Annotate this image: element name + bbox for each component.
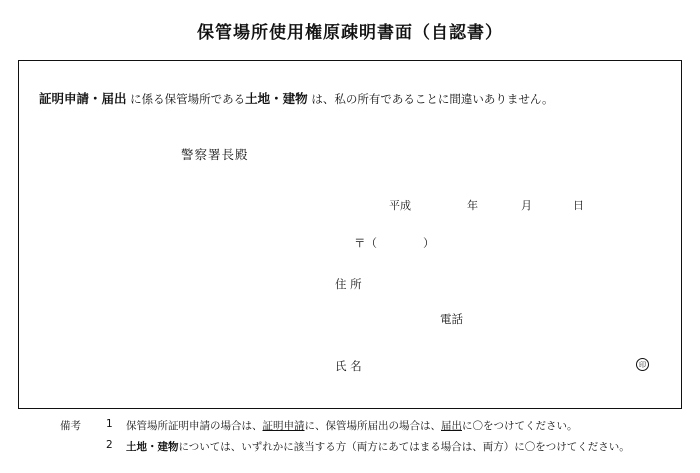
note-text bbox=[126, 439, 630, 454]
declaration-box bbox=[18, 60, 682, 409]
note-text bbox=[126, 418, 578, 433]
statement-text-1: に係る保管場所である bbox=[126, 92, 246, 106]
note-number: 1 bbox=[106, 418, 113, 430]
addressee: 警察署長殿 bbox=[181, 147, 249, 162]
document-title: 保管場所使用権原疎明書面（自認書） bbox=[197, 23, 503, 43]
notes-heading: 備考 bbox=[60, 420, 81, 432]
date-year-label: 年 bbox=[467, 199, 478, 212]
seal-mark-icon: 印 bbox=[636, 358, 649, 371]
note-2-text-b: については、いずれかに該当する方（両方にあてはまる場合は、両方）に〇をつけてください。 bbox=[178, 441, 630, 453]
address-label: 住 所 bbox=[335, 277, 362, 291]
note-2-bold-property: 土地・建物 bbox=[126, 441, 179, 453]
date-month-label: 月 bbox=[521, 199, 532, 212]
postal-code-field: 〒（ ） bbox=[354, 236, 435, 250]
statement-property-type: 土地・建物 bbox=[245, 91, 308, 106]
phone-label: 電話 bbox=[440, 312, 463, 326]
date-day-label: 日 bbox=[573, 199, 584, 212]
note-1-text-a: 保管場所証明申請の場合は、 bbox=[126, 420, 263, 432]
note-1-text-e: に〇をつけてください。 bbox=[462, 420, 578, 432]
statement-application-type: 証明申請・届出 bbox=[39, 91, 127, 106]
statement-text-2: は、私の所有であることに間違いありません。 bbox=[307, 92, 554, 106]
date-era: 平成 bbox=[389, 199, 411, 212]
note-number: 2 bbox=[106, 439, 113, 451]
name-label: 氏 名 bbox=[335, 359, 362, 373]
note-1-text-c: に、保管場所届出の場合は、 bbox=[304, 420, 441, 432]
note-1-underlined-application: 証明申請 bbox=[262, 420, 305, 432]
note-1-underlined-notification: 届出 bbox=[441, 420, 462, 432]
declaration-statement bbox=[39, 89, 554, 107]
